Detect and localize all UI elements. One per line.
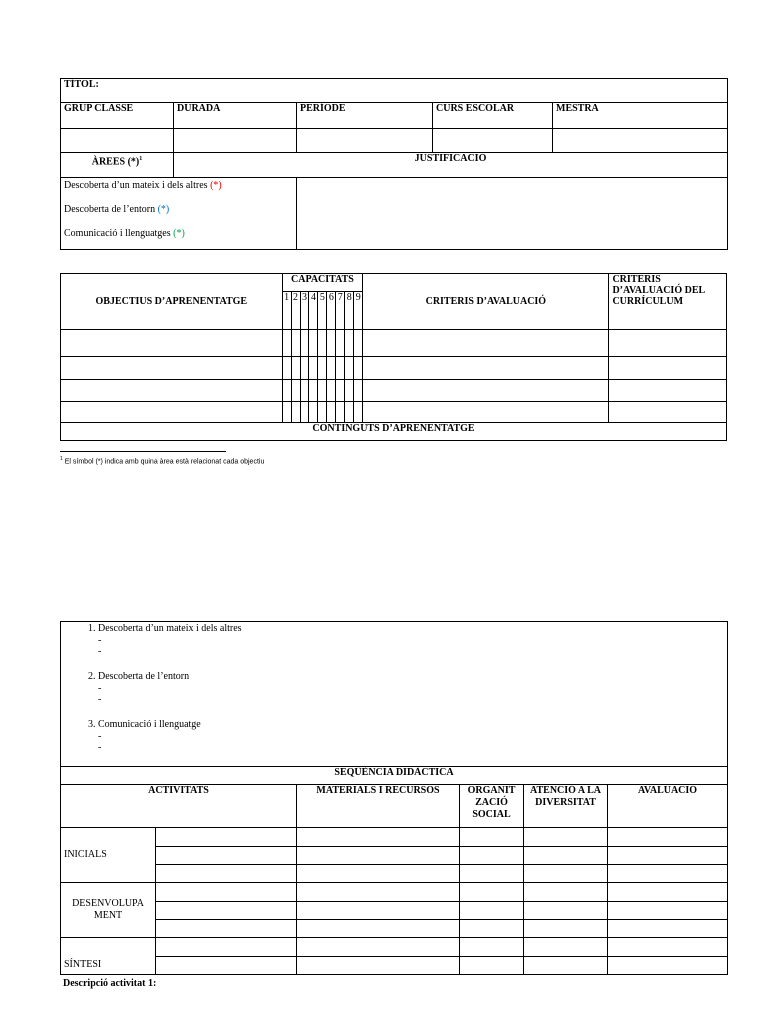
activity-cell[interactable] <box>156 957 297 975</box>
activity-cell[interactable] <box>156 883 297 902</box>
area-label: Descoberta d’un mateix i dels altres <box>64 180 208 191</box>
header-table <box>60 78 728 250</box>
avaluacio-cell[interactable] <box>608 865 728 883</box>
grup-classe-header: GRUP CLASSE <box>61 103 174 129</box>
avaluacio-cell[interactable] <box>608 902 728 920</box>
organitzacio-cell[interactable] <box>460 938 524 957</box>
avaluacio-header: AVALUACIÓ <box>608 785 728 828</box>
criteri-curriculum-cell[interactable] <box>609 402 727 423</box>
list-item <box>98 671 724 705</box>
avaluacio-cell[interactable] <box>608 883 728 902</box>
list-item-label: Descoberta d’un mateix i dels altres <box>98 623 242 634</box>
objectiu-cell[interactable] <box>61 380 283 402</box>
grup-classe-value[interactable] <box>61 129 174 153</box>
sequencia-table <box>60 621 728 975</box>
area-mark: (*) <box>173 228 185 239</box>
footnote-rule <box>60 451 226 452</box>
organitzacio-cell[interactable] <box>460 828 524 847</box>
organitzacio-cell[interactable] <box>460 957 524 975</box>
activity-cell[interactable] <box>156 920 297 938</box>
arees-footnote-ref: 1 <box>139 156 143 162</box>
capacitat-num: 5 <box>318 292 327 330</box>
continguts-header: CONTINGUTS D’APRENENTATGE <box>61 423 727 441</box>
atencio-cell[interactable] <box>524 847 608 865</box>
area-mark: (*) <box>157 204 170 215</box>
footnote-number: 1 <box>60 456 63 462</box>
phase-label-sintesi: SÍNTESI <box>61 938 156 975</box>
area-mark: (*) <box>210 180 222 191</box>
dash-item: - <box>98 635 102 646</box>
durada-header: DURADA <box>174 103 297 129</box>
organitzacio-cell[interactable] <box>460 883 524 902</box>
area-label: Comunicació i llenguatges <box>64 228 171 239</box>
mestra-header: MESTRA <box>553 103 728 129</box>
area-item <box>64 204 293 216</box>
avaluacio-cell[interactable] <box>608 828 728 847</box>
atencio-cell[interactable] <box>524 902 608 920</box>
objectiu-row <box>61 380 727 402</box>
phase-label-inicials: INICIALS <box>61 828 156 883</box>
activity-cell[interactable] <box>156 828 297 847</box>
avaluacio-cell[interactable] <box>608 847 728 865</box>
material-cell[interactable] <box>297 957 460 975</box>
footnote-text: El símbol (*) indica amb quina àrea està relacionat cada objectiu <box>64 458 265 466</box>
atencio-cell[interactable] <box>524 883 608 902</box>
material-cell[interactable] <box>297 828 460 847</box>
criteri-curriculum-cell[interactable] <box>609 380 727 402</box>
objectiu-cell[interactable] <box>61 357 283 380</box>
capacitat-num: 3 <box>300 292 309 330</box>
capacitat-num: 6 <box>327 292 336 330</box>
criteri-curriculum-cell[interactable] <box>609 357 727 380</box>
dash-item: - <box>98 694 102 705</box>
activitats-header: ACTIVITATS <box>61 785 297 828</box>
curs-escolar-header: CURS ESCOLAR <box>433 103 553 129</box>
durada-value[interactable] <box>174 129 297 153</box>
objectiu-cell[interactable] <box>61 402 283 423</box>
list-item-label: Comunicació i llenguatge <box>98 719 201 730</box>
material-cell[interactable] <box>297 847 460 865</box>
titol-cell <box>61 79 728 103</box>
material-cell[interactable] <box>297 920 460 938</box>
material-cell[interactable] <box>297 938 460 957</box>
objectius-table <box>60 273 727 441</box>
titol-label: TÍTOL: <box>64 79 99 90</box>
arees-header <box>61 153 174 178</box>
justificacio-header: JUSTIFICACIÓ <box>174 153 728 178</box>
materials-header: MATERIALS I RECURSOS <box>297 785 460 828</box>
sequencia-header: SEQÜÈNCIA DIDÀCTICA <box>61 767 728 785</box>
organitzacio-header: ORGANIT ZACIÓ SOCIAL <box>460 785 524 828</box>
objectiu-row <box>61 330 727 357</box>
descripcio-activitat-label: Descripció activitat 1: <box>63 978 157 989</box>
avaluacio-cell[interactable] <box>608 938 728 957</box>
capacitat-num: 2 <box>291 292 300 330</box>
atencio-cell[interactable] <box>524 938 608 957</box>
dash-item: - <box>98 731 102 742</box>
avaluacio-cell[interactable] <box>608 920 728 938</box>
list-item-label: Descoberta de l’entorn <box>98 671 190 682</box>
justificacio-field[interactable] <box>297 178 728 250</box>
dash-item: - <box>98 742 102 753</box>
footnote <box>60 456 264 465</box>
atencio-cell[interactable] <box>524 920 608 938</box>
list-item <box>98 623 724 657</box>
objectius-areas-cell <box>61 622 728 767</box>
capacitat-num: 8 <box>345 292 354 330</box>
organitzacio-cell[interactable] <box>460 865 524 883</box>
criteri-cell[interactable] <box>363 402 609 423</box>
activity-cell[interactable] <box>156 902 297 920</box>
periode-header: PERÍODE <box>297 103 433 129</box>
criteri-cell[interactable] <box>363 357 609 380</box>
areas-numbered-list <box>64 623 724 753</box>
material-cell[interactable] <box>297 902 460 920</box>
organitzacio-cell[interactable] <box>460 847 524 865</box>
capacitat-num: 4 <box>309 292 318 330</box>
atencio-cell[interactable] <box>524 828 608 847</box>
objectiu-row <box>61 357 727 380</box>
area-label: Descoberta de l’entorn <box>64 204 156 215</box>
criteri-cell[interactable] <box>363 330 609 357</box>
capacitat-num: 7 <box>336 292 345 330</box>
material-cell[interactable] <box>297 883 460 902</box>
objectius-header: OBJECTIUS D’APRENENTATGE <box>61 274 283 330</box>
capacitat-num: 1 <box>282 292 291 330</box>
criteris-curriculum-header: CRITERIS D’AVALUACIÓ DEL CURRÍCULUM <box>609 274 727 330</box>
atencio-header: ATENCIÓ A LA DIVERSITAT <box>524 785 608 828</box>
organitzacio-cell[interactable] <box>460 902 524 920</box>
capacitats-header: CAPACITATS <box>282 274 363 292</box>
area-item <box>64 180 293 192</box>
organitzacio-cell[interactable] <box>460 920 524 938</box>
criteri-curriculum-cell[interactable] <box>609 330 727 357</box>
list-item <box>98 719 724 753</box>
mestra-value[interactable] <box>553 129 728 153</box>
activity-cell[interactable] <box>156 847 297 865</box>
material-cell[interactable] <box>297 865 460 883</box>
activity-cell[interactable] <box>156 938 297 957</box>
capacitat-num: 9 <box>354 292 363 330</box>
curs-escolar-value[interactable] <box>433 129 553 153</box>
activity-cell[interactable] <box>156 865 297 883</box>
periode-value[interactable] <box>297 129 433 153</box>
areas-list <box>61 178 297 250</box>
avaluacio-cell[interactable] <box>608 957 728 975</box>
atencio-cell[interactable] <box>524 865 608 883</box>
arees-label: ÀREES (*) <box>91 156 140 168</box>
dash-item: - <box>98 683 102 694</box>
phase-label-desenvolupament: DESENVOLUPA MENT <box>61 883 156 938</box>
dash-item: - <box>98 646 102 657</box>
atencio-cell[interactable] <box>524 957 608 975</box>
criteris-header: CRITERIS D’AVALUACIÓ <box>363 274 609 330</box>
objectiu-row <box>61 402 727 423</box>
criteri-cell[interactable] <box>363 380 609 402</box>
objectiu-cell[interactable] <box>61 330 283 357</box>
area-item <box>64 228 293 240</box>
